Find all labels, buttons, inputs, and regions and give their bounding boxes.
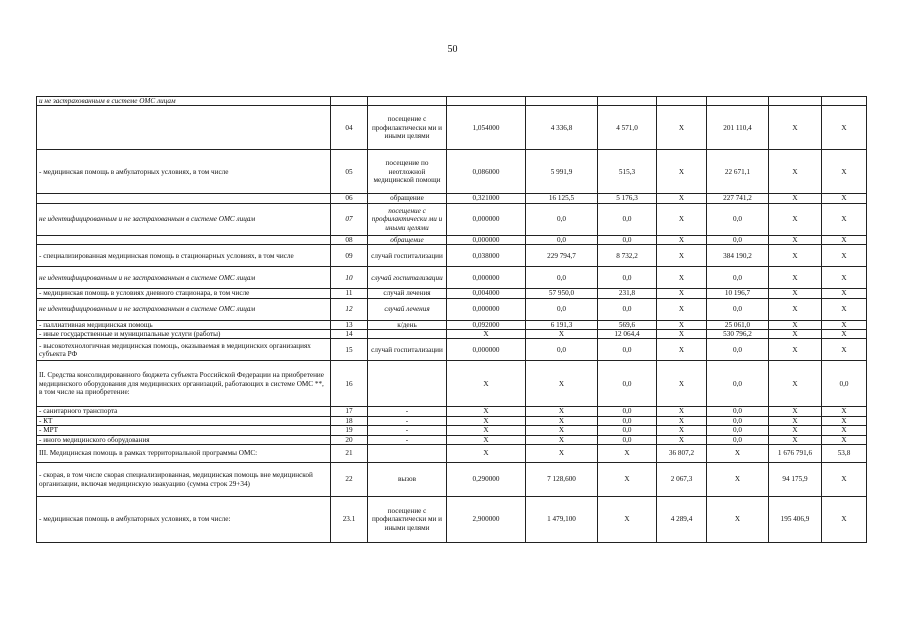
row-cost: 0,0 [526, 267, 598, 289]
table-row [37, 435, 867, 444]
row-label: - высокотехнологичная медицинская помощь, оказываемая в медицинских организациях субъекта РФ [37, 339, 331, 361]
row-code: 22 [331, 463, 368, 497]
row-col-9: Х [769, 245, 822, 267]
row-code: 17 [331, 407, 368, 416]
row-unit: случай лечения [368, 298, 447, 320]
row-col-6: 0,0 [598, 426, 657, 435]
row-unit: обращение [368, 235, 447, 244]
row-code: 07 [331, 203, 368, 235]
row-label: III. Медицинская помощь в рамках территориальной программы ОМС: [37, 445, 331, 463]
row-cost: 6 191,3 [526, 320, 598, 329]
row-norm: 0,000000 [447, 298, 526, 320]
row-col-6 [598, 97, 657, 106]
row-cost: 0,0 [526, 339, 598, 361]
row-col-10: Х [822, 426, 867, 435]
row-col-8: 10 196,7 [707, 289, 769, 298]
row-code: 10 [331, 267, 368, 289]
row-col-8: 0,0 [707, 203, 769, 235]
row-unit [368, 361, 447, 407]
row-col-10: Х [822, 267, 867, 289]
table-row [37, 106, 867, 150]
row-unit: случай лечения [368, 289, 447, 298]
page-number: 50 [447, 44, 458, 55]
row-col-7: Х [657, 416, 707, 425]
row-col-9: Х [769, 361, 822, 407]
row-cost: 4 336,8 [526, 106, 598, 150]
table-row [37, 330, 867, 339]
row-code: 16 [331, 361, 368, 407]
row-col-10: Х [822, 289, 867, 298]
row-col-10: Х [822, 339, 867, 361]
row-label: - иные государственные и муниципальные услуги (работы) [37, 330, 331, 339]
row-code: 13 [331, 320, 368, 329]
row-col-7: Х [657, 361, 707, 407]
row-col-8: 0,0 [707, 435, 769, 444]
row-cost [526, 97, 598, 106]
row-cost: 1 479,100 [526, 497, 598, 543]
row-col-7: Х [657, 245, 707, 267]
row-col-10: Х [822, 150, 867, 194]
row-norm: 0,000000 [447, 235, 526, 244]
row-col-9: Х [769, 235, 822, 244]
row-col-7: Х [657, 203, 707, 235]
row-norm: 0,000000 [447, 267, 526, 289]
row-cost: 16 125,5 [526, 194, 598, 203]
row-col-10: Х [822, 330, 867, 339]
row-norm: 1,054000 [447, 106, 526, 150]
table-row [37, 97, 867, 106]
row-label: - медицинская помощь в условиях дневного стационара, в том числе [37, 289, 331, 298]
table-row [37, 150, 867, 194]
row-col-6: Х [598, 463, 657, 497]
row-norm: 0,004000 [447, 289, 526, 298]
table-row [37, 320, 867, 329]
row-norm: Х [447, 416, 526, 425]
row-cost: Х [526, 426, 598, 435]
row-code: 12 [331, 298, 368, 320]
row-norm: 0,321000 [447, 194, 526, 203]
row-col-6: 231,8 [598, 289, 657, 298]
row-col-6: 12 064,4 [598, 330, 657, 339]
row-col-7: 2 067,3 [657, 463, 707, 497]
data-table-wrapper [36, 96, 866, 543]
row-col-8: 22 671,1 [707, 150, 769, 194]
table-body [37, 97, 867, 543]
row-col-8: 384 190,2 [707, 245, 769, 267]
row-label: - иного медицинского оборудования [37, 435, 331, 444]
row-label: не идентифицированным и не застрахованным в системе ОМС лицам [37, 298, 331, 320]
table-row [37, 407, 867, 416]
row-cost: Х [526, 407, 598, 416]
row-norm: Х [447, 361, 526, 407]
row-col-8: 0,0 [707, 235, 769, 244]
row-col-10: Х [822, 416, 867, 425]
row-col-8: Х [707, 445, 769, 463]
table-row [37, 235, 867, 244]
row-col-9: Х [769, 194, 822, 203]
row-col-7: Х [657, 435, 707, 444]
row-code: 20 [331, 435, 368, 444]
row-col-9: Х [769, 339, 822, 361]
row-col-6: 0,0 [598, 235, 657, 244]
row-unit: случай госпитализации [368, 245, 447, 267]
row-col-7: Х [657, 289, 707, 298]
row-col-8: 25 061,0 [707, 320, 769, 329]
row-col-10: Х [822, 407, 867, 416]
row-col-10: Х [822, 245, 867, 267]
row-cost: 57 950,0 [526, 289, 598, 298]
row-col-10: Х [822, 106, 867, 150]
row-unit: случай госпитализации [368, 339, 447, 361]
table-row [37, 497, 867, 543]
row-col-9: Х [769, 416, 822, 425]
table-row [37, 267, 867, 289]
table-row [37, 426, 867, 435]
row-col-8: 530 796,2 [707, 330, 769, 339]
row-unit [368, 445, 447, 463]
row-col-6: 5 176,3 [598, 194, 657, 203]
row-cost: 5 991,9 [526, 150, 598, 194]
row-col-9: Х [769, 203, 822, 235]
row-col-6: 515,3 [598, 150, 657, 194]
row-code: 11 [331, 289, 368, 298]
row-col-9: Х [769, 289, 822, 298]
row-code: 08 [331, 235, 368, 244]
row-col-10: Х [822, 203, 867, 235]
table-row [37, 463, 867, 497]
row-code: 23.1 [331, 497, 368, 543]
row-col-9: Х [769, 435, 822, 444]
row-cost: 229 794,7 [526, 245, 598, 267]
row-label: - паллиативная медицинская помощь [37, 320, 331, 329]
row-unit: посещение с профилактически ми и иными целями [368, 497, 447, 543]
row-label: - медицинская помощь в амбулаторных условиях, в том числе [37, 150, 331, 194]
row-label [37, 235, 331, 244]
row-col-6: 569,6 [598, 320, 657, 329]
row-col-6: 0,0 [598, 203, 657, 235]
row-unit: посещение с профилактически ми и иными целями [368, 203, 447, 235]
row-col-7: Х [657, 330, 707, 339]
row-col-9 [769, 97, 822, 106]
row-col-8: 0,0 [707, 361, 769, 407]
row-label: - санитарного транспорта [37, 407, 331, 416]
row-col-9: Х [769, 298, 822, 320]
financing-table [36, 96, 867, 543]
row-code: 05 [331, 150, 368, 194]
table-row [37, 203, 867, 235]
table-row [37, 416, 867, 425]
row-col-10: Х [822, 235, 867, 244]
table-row [37, 445, 867, 463]
row-col-9: Х [769, 426, 822, 435]
row-unit: - [368, 416, 447, 425]
row-code [331, 97, 368, 106]
row-label: не идентифицированным и не застрахованным в системе ОМС лицам [37, 267, 331, 289]
row-col-6: 0,0 [598, 267, 657, 289]
row-code: 21 [331, 445, 368, 463]
table-row [37, 361, 867, 407]
row-label: и не застрахованным в системе ОМС лицам [37, 97, 331, 106]
row-col-9: 195 406,9 [769, 497, 822, 543]
row-col-7: Х [657, 235, 707, 244]
row-label: II. Средства консолидированного бюджета субъекта Российской Федерации на приобретение медицинского оборудования для медицинских организаций, работающих в системе ОМС **, в том числе на приобретение: [37, 361, 331, 407]
row-col-9: 94 175,9 [769, 463, 822, 497]
row-col-10: 0,0 [822, 361, 867, 407]
table-row [37, 298, 867, 320]
row-unit: - [368, 407, 447, 416]
row-norm: Х [447, 435, 526, 444]
row-unit: случай госпитализации [368, 267, 447, 289]
row-label: - МРТ [37, 426, 331, 435]
row-label: - специализированная медицинская помощь в стационарных условиях, в том числе [37, 245, 331, 267]
row-code: 15 [331, 339, 368, 361]
row-col-6: Х [598, 445, 657, 463]
row-norm: 0,000000 [447, 203, 526, 235]
row-code: 18 [331, 416, 368, 425]
row-col-8: 0,0 [707, 339, 769, 361]
row-col-8: Х [707, 497, 769, 543]
row-label: - КТ [37, 416, 331, 425]
row-col-7: Х [657, 339, 707, 361]
row-cost: Х [526, 361, 598, 407]
row-cost: Х [526, 445, 598, 463]
row-col-6: 0,0 [598, 435, 657, 444]
row-col-7: Х [657, 106, 707, 150]
row-col-7: Х [657, 426, 707, 435]
row-col-8: 0,0 [707, 407, 769, 416]
row-label: - медицинская помощь в амбулаторных условиях, в том числе: [37, 497, 331, 543]
row-col-6: Х [598, 497, 657, 543]
row-col-7 [657, 97, 707, 106]
row-col-7: 36 807,2 [657, 445, 707, 463]
row-col-7: Х [657, 298, 707, 320]
row-col-6: 0,0 [598, 361, 657, 407]
table-row [37, 245, 867, 267]
table-row [37, 194, 867, 203]
row-norm [447, 97, 526, 106]
table-row [37, 339, 867, 361]
row-code: 04 [331, 106, 368, 150]
row-code: 09 [331, 245, 368, 267]
row-cost: 0,0 [526, 235, 598, 244]
row-norm: Х [447, 445, 526, 463]
row-col-9: Х [769, 320, 822, 329]
row-col-8: Х [707, 463, 769, 497]
row-col-7: 4 289,4 [657, 497, 707, 543]
row-col-7: Х [657, 150, 707, 194]
row-norm: 0,092000 [447, 320, 526, 329]
row-unit: посещение с профилактически ми и иными целями [368, 106, 447, 150]
row-col-9: Х [769, 106, 822, 150]
row-label [37, 194, 331, 203]
row-cost: Х [526, 330, 598, 339]
row-col-8 [707, 97, 769, 106]
row-norm: Х [447, 407, 526, 416]
row-col-8: 0,0 [707, 267, 769, 289]
row-col-7: Х [657, 194, 707, 203]
row-cost: 7 128,600 [526, 463, 598, 497]
row-unit: обращение [368, 194, 447, 203]
row-code: 14 [331, 330, 368, 339]
row-cost: 0,0 [526, 203, 598, 235]
row-cost: 0,0 [526, 298, 598, 320]
row-norm: 0,000000 [447, 339, 526, 361]
row-col-6: 0,0 [598, 298, 657, 320]
row-norm: 0,086000 [447, 150, 526, 194]
row-col-9: Х [769, 330, 822, 339]
row-col-9: Х [769, 407, 822, 416]
row-code: 19 [331, 426, 368, 435]
row-col-8: 201 110,4 [707, 106, 769, 150]
row-col-7: Х [657, 407, 707, 416]
row-col-6: 0,0 [598, 407, 657, 416]
row-norm: 0,290000 [447, 463, 526, 497]
row-col-10: Х [822, 194, 867, 203]
row-col-7: Х [657, 267, 707, 289]
row-col-10: Х [822, 320, 867, 329]
row-unit [368, 330, 447, 339]
row-col-7: Х [657, 320, 707, 329]
table-row [37, 289, 867, 298]
row-col-6: 0,0 [598, 416, 657, 425]
row-col-8: 0,0 [707, 426, 769, 435]
row-col-6: 4 571,0 [598, 106, 657, 150]
row-col-9: 1 676 791,6 [769, 445, 822, 463]
row-norm: Х [447, 330, 526, 339]
row-unit [368, 97, 447, 106]
row-col-8: 227 741,2 [707, 194, 769, 203]
row-norm: 2,900000 [447, 497, 526, 543]
row-cost: Х [526, 416, 598, 425]
row-unit: вызов [368, 463, 447, 497]
row-col-10: Х [822, 497, 867, 543]
row-label [37, 106, 331, 150]
row-unit: - [368, 426, 447, 435]
row-col-6: 0,0 [598, 339, 657, 361]
row-col-8: 0,0 [707, 298, 769, 320]
row-label: - скорая, в том числе скорая специализированная, медицинская помощь вне медицинской организации, включая медицинскую эвакуацию (сумма строк 29+34) [37, 463, 331, 497]
row-norm: 0,038000 [447, 245, 526, 267]
row-col-9: Х [769, 150, 822, 194]
row-col-10: 53,8 [822, 445, 867, 463]
row-col-9: Х [769, 267, 822, 289]
row-col-10: Х [822, 463, 867, 497]
row-col-10: Х [822, 298, 867, 320]
row-col-10 [822, 97, 867, 106]
row-unit: к/день [368, 320, 447, 329]
row-norm: Х [447, 426, 526, 435]
row-cost: Х [526, 435, 598, 444]
row-code: 06 [331, 194, 368, 203]
row-col-8: 0,0 [707, 416, 769, 425]
row-unit: - [368, 435, 447, 444]
row-col-10: Х [822, 435, 867, 444]
row-col-6: 8 732,2 [598, 245, 657, 267]
row-unit: посещение по неотложной медицинской помощи [368, 150, 447, 194]
row-label: не идентифицированным и не застрахованным в системе ОМС лицам [37, 203, 331, 235]
